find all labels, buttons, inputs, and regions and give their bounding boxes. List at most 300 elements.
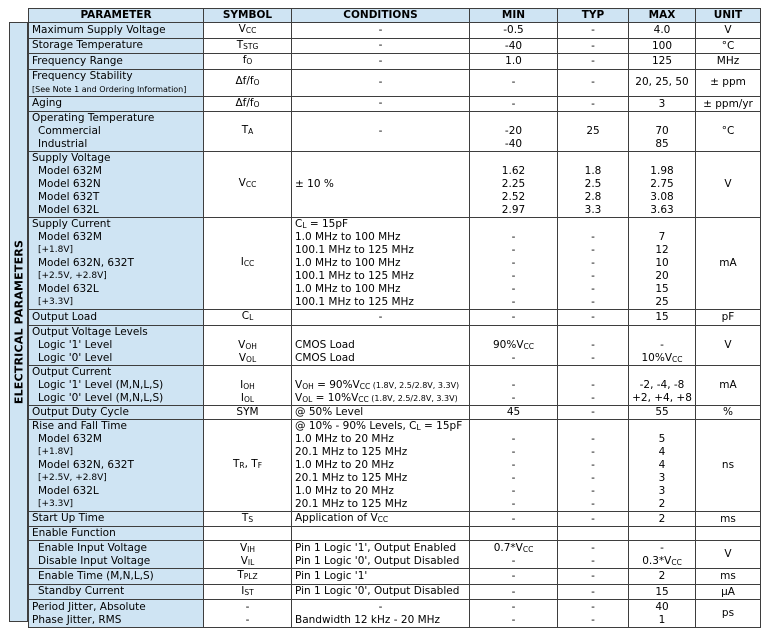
condition-line bbox=[295, 24, 466, 37]
symbol-base: T bbox=[241, 511, 249, 524]
parameter-line: [+2.5V, +2.8V] bbox=[38, 271, 107, 281]
value-line: - bbox=[591, 378, 595, 391]
condition-text: - bbox=[378, 600, 383, 613]
typ-cell bbox=[558, 541, 629, 569]
condition-text: ± 10 % bbox=[295, 178, 334, 190]
value-line bbox=[632, 420, 692, 433]
symbol-subscript: OH bbox=[245, 341, 257, 351]
symbol-base: Δf/f bbox=[235, 96, 254, 109]
symbol-base: V bbox=[238, 23, 246, 35]
symbol-base: I bbox=[240, 378, 244, 391]
parameter-line: [+1.8V] bbox=[38, 446, 74, 457]
symbol-cell bbox=[204, 584, 292, 600]
parameter-line: Model 632M bbox=[38, 432, 102, 445]
symbol-subscript: CC bbox=[245, 180, 257, 190]
unit-cell bbox=[696, 527, 761, 541]
symbol-subscript: R bbox=[239, 460, 245, 470]
condition-line bbox=[295, 270, 466, 283]
parameter-line: Model 632T bbox=[38, 191, 100, 203]
parameter-line: Industrial bbox=[38, 138, 88, 150]
parameter-line: Start Up Time bbox=[32, 512, 105, 525]
symbol-cell bbox=[204, 218, 292, 310]
symbol-subscript: STG bbox=[243, 41, 259, 51]
value-line: - bbox=[591, 338, 595, 351]
conditions-cell bbox=[292, 69, 470, 96]
value-line bbox=[632, 326, 692, 339]
value-line: - bbox=[511, 296, 516, 308]
typ-cell: - bbox=[558, 23, 629, 39]
value-line: 3.3 bbox=[584, 204, 602, 216]
condition-text: C bbox=[295, 218, 303, 230]
value-line bbox=[632, 152, 692, 165]
symbol-cell bbox=[204, 23, 292, 39]
condition-line bbox=[295, 311, 466, 324]
value-line: 2.5 bbox=[584, 178, 602, 190]
parameter-cell bbox=[29, 69, 204, 96]
value-line: - bbox=[591, 542, 595, 554]
header-typ: TYP bbox=[558, 9, 629, 23]
min-cell: - bbox=[470, 584, 558, 600]
value-line: 3.08 bbox=[650, 191, 674, 203]
symbol-line bbox=[207, 555, 288, 568]
value-line bbox=[561, 366, 625, 379]
min-cell: -40 bbox=[470, 38, 558, 54]
symbol-cell bbox=[204, 527, 292, 541]
condition-text: = 15pF bbox=[306, 218, 349, 230]
condition-line bbox=[295, 257, 466, 270]
table-row bbox=[29, 584, 761, 600]
unit-cell: ms bbox=[696, 569, 761, 585]
value-line bbox=[632, 366, 692, 379]
value-line: - bbox=[591, 283, 595, 295]
symbol-base: V bbox=[240, 555, 248, 567]
parameter-cell bbox=[29, 527, 204, 541]
typ-cell: - bbox=[558, 69, 629, 96]
min-cell bbox=[470, 419, 558, 511]
typ-cell bbox=[558, 365, 629, 405]
symbol-cell bbox=[204, 54, 292, 70]
typ-cell: - bbox=[558, 584, 629, 600]
value-line: - bbox=[511, 432, 516, 445]
parameter-cell bbox=[29, 152, 204, 218]
condition-text: Pin 1 Logic '1' bbox=[295, 569, 368, 582]
symbol-cell bbox=[204, 569, 292, 585]
value-line: - bbox=[511, 471, 516, 484]
parameter-cell bbox=[29, 54, 204, 70]
table-header-row bbox=[29, 9, 761, 23]
unit-cell: MHz bbox=[696, 54, 761, 70]
conditions-cell bbox=[292, 112, 470, 152]
condition-text: - bbox=[378, 39, 383, 52]
max-cell: 4.0 bbox=[629, 23, 696, 39]
condition-line bbox=[295, 97, 466, 110]
min-cell bbox=[470, 112, 558, 152]
condition-text: 1.0 MHz to 100 MHz bbox=[295, 283, 401, 295]
condition-subscript: CC bbox=[358, 394, 369, 404]
parameter-line: [+3.3V] bbox=[38, 297, 74, 307]
symbol-base: - bbox=[245, 614, 250, 626]
value-line: - bbox=[511, 244, 516, 256]
max-cell: 2 bbox=[629, 569, 696, 585]
condition-line bbox=[295, 326, 466, 339]
value-subscript: CC bbox=[523, 341, 534, 351]
conditions-cell bbox=[292, 405, 470, 419]
typ-cell: - bbox=[558, 405, 629, 419]
typ-cell bbox=[558, 218, 629, 310]
symbol-cell bbox=[204, 310, 292, 326]
min-cell: - bbox=[470, 96, 558, 112]
typ-cell: - bbox=[558, 310, 629, 326]
parameter-line: [+3.3V] bbox=[38, 498, 74, 509]
max-cell bbox=[629, 527, 696, 541]
value-text: 90%V bbox=[492, 338, 524, 351]
condition-text: Pin 1 Logic '0', Output Disabled bbox=[295, 554, 460, 567]
unit-cell: ± ppm/yr bbox=[696, 96, 761, 112]
symbol-subscript: OL bbox=[246, 354, 257, 364]
symbol-subscript: S bbox=[248, 514, 254, 524]
value-line: - bbox=[591, 270, 595, 282]
parameter-line: [+2.5V, +2.8V] bbox=[38, 472, 107, 483]
value-line: 70 bbox=[655, 125, 669, 137]
condition-text: - bbox=[378, 54, 383, 67]
conditions-cell bbox=[292, 96, 470, 112]
value-line: 5 bbox=[658, 432, 666, 445]
parameter-cell bbox=[29, 325, 204, 365]
typ-cell: - bbox=[558, 96, 629, 112]
unit-cell: % bbox=[696, 405, 761, 419]
typ-cell: - bbox=[558, 569, 629, 585]
parameter-line: Enable Function bbox=[32, 527, 116, 539]
header-symbol: SYMBOL bbox=[204, 9, 292, 23]
table-row bbox=[29, 310, 761, 326]
symbol-subscript: IH bbox=[247, 545, 256, 554]
condition-text: CMOS Load bbox=[295, 338, 355, 351]
condition-subscript: CC bbox=[377, 515, 389, 525]
typ-cell bbox=[558, 419, 629, 511]
min-cell bbox=[470, 600, 558, 628]
max-cell bbox=[629, 218, 696, 310]
symbol-cell bbox=[204, 405, 292, 419]
value-line: 1.8 bbox=[584, 165, 602, 177]
parameter-line: [+1.8V] bbox=[38, 245, 74, 255]
symbol-cell bbox=[204, 600, 292, 628]
value-line: 2.25 bbox=[501, 178, 526, 190]
max-cell: 55 bbox=[629, 405, 696, 419]
value-line: - bbox=[660, 338, 664, 351]
condition-text: = 10%V bbox=[312, 391, 359, 404]
condition-line bbox=[295, 485, 466, 498]
value-line: +2, +4, +8 bbox=[632, 391, 692, 404]
value-line: - bbox=[591, 257, 595, 269]
parameter-line: Logic '1' Level (M,N,L,S) bbox=[38, 378, 164, 391]
parameter-line: Aging bbox=[32, 97, 63, 110]
value-line: 1.62 bbox=[501, 165, 526, 177]
parameter-line: Maximum Supply Voltage bbox=[32, 23, 166, 36]
conditions-cell bbox=[292, 419, 470, 511]
symbol-text: , T bbox=[244, 457, 258, 470]
parameter-line: Enable Input Voltage bbox=[38, 541, 148, 554]
symbol-line bbox=[207, 614, 288, 627]
value-text: 0.3*V bbox=[642, 555, 672, 567]
value-line: 3.63 bbox=[650, 204, 674, 216]
unit-cell: V bbox=[696, 152, 761, 218]
value-line bbox=[473, 366, 554, 379]
typ-cell bbox=[558, 152, 629, 218]
min-cell: - bbox=[470, 569, 558, 585]
symbol-base: SYM bbox=[236, 405, 259, 418]
parameter-line: Supply Current bbox=[32, 218, 111, 230]
parameter-cell bbox=[29, 365, 204, 405]
symbol-base: I bbox=[240, 256, 244, 269]
symbol-subscript: ST bbox=[244, 587, 254, 597]
table-row bbox=[29, 96, 761, 112]
table-row bbox=[29, 365, 761, 405]
value-line: - bbox=[511, 497, 516, 510]
value-line bbox=[561, 326, 625, 339]
condition-text: 1.0 MHz to 100 MHz bbox=[295, 231, 401, 243]
value-line bbox=[632, 352, 692, 365]
symbol-cell bbox=[204, 96, 292, 112]
symbol-cell bbox=[204, 112, 292, 152]
parameter-line: Commercial bbox=[38, 125, 101, 137]
value-line bbox=[473, 326, 554, 339]
parameter-cell bbox=[29, 112, 204, 152]
condition-subscript: OH bbox=[302, 381, 314, 391]
condition-line bbox=[295, 446, 466, 459]
value-line: 20 bbox=[655, 270, 669, 282]
value-line: 10 bbox=[655, 257, 669, 269]
conditions-cell bbox=[292, 600, 470, 628]
value-line bbox=[473, 152, 554, 165]
symbol-cell bbox=[204, 325, 292, 365]
condition-line bbox=[295, 178, 466, 191]
min-cell bbox=[470, 527, 558, 541]
value-line: 15 bbox=[655, 283, 669, 295]
symbol-subscript: OH bbox=[243, 381, 255, 391]
symbol-line bbox=[207, 352, 288, 365]
value-line: - bbox=[511, 458, 516, 471]
condition-line bbox=[295, 379, 466, 392]
condition-line bbox=[295, 76, 466, 89]
condition-line bbox=[295, 601, 466, 614]
typ-cell bbox=[558, 527, 629, 541]
condition-text: Application of V bbox=[295, 512, 378, 525]
value-line: - bbox=[511, 231, 516, 243]
condition-subscript: L bbox=[416, 422, 421, 432]
symbol-base: C bbox=[241, 310, 250, 322]
condition-line bbox=[295, 459, 466, 472]
unit-cell: V bbox=[696, 541, 761, 569]
value-line: -20 bbox=[504, 125, 523, 137]
unit-cell: µA bbox=[696, 584, 761, 600]
value-line: - bbox=[591, 601, 595, 613]
condition-text: = 15pF bbox=[420, 419, 463, 432]
parameter-cell bbox=[29, 541, 204, 569]
symbol-cell bbox=[204, 419, 292, 511]
min-cell bbox=[470, 152, 558, 218]
parameter-cell bbox=[29, 600, 204, 628]
value-line: - bbox=[591, 458, 595, 471]
parameter-cell bbox=[29, 511, 204, 527]
condition-line bbox=[295, 366, 466, 379]
parameter-cell bbox=[29, 405, 204, 419]
min-cell bbox=[470, 218, 558, 310]
condition-text: 1.0 MHz to 100 MHz bbox=[295, 257, 401, 269]
value-line: 2.52 bbox=[501, 191, 526, 203]
condition-line bbox=[295, 244, 466, 257]
min-cell: - bbox=[470, 310, 558, 326]
value-line: 3 bbox=[658, 471, 666, 484]
symbol-subscript: CC bbox=[243, 259, 255, 269]
value-line: - bbox=[511, 555, 516, 567]
value-line: - bbox=[591, 497, 595, 510]
condition-line bbox=[295, 231, 466, 244]
value-line: 7 bbox=[658, 231, 666, 243]
value-line bbox=[632, 218, 692, 231]
parameter-line: Output Load bbox=[32, 310, 97, 323]
table-row bbox=[29, 541, 761, 569]
table-row bbox=[29, 527, 761, 541]
electrical-parameters-table bbox=[28, 8, 761, 628]
symbol-base: I bbox=[240, 391, 244, 404]
condition-text: Bandwidth 12 kHz - 20 MHz bbox=[295, 613, 441, 626]
condition-line bbox=[295, 125, 466, 138]
max-cell bbox=[629, 325, 696, 365]
parameter-cell bbox=[29, 96, 204, 112]
value-line: - bbox=[511, 283, 516, 295]
parameter-cell bbox=[29, 23, 204, 39]
min-cell bbox=[470, 541, 558, 569]
value-line: - bbox=[591, 484, 595, 497]
condition-line bbox=[295, 614, 466, 627]
value-text: 0.7*V bbox=[493, 542, 523, 554]
min-cell bbox=[470, 365, 558, 405]
min-cell: 1.0 bbox=[470, 54, 558, 70]
parameter-line: Standby Current bbox=[38, 585, 125, 598]
conditions-cell bbox=[292, 54, 470, 70]
symbol-base: f bbox=[242, 54, 247, 66]
table-row bbox=[29, 419, 761, 511]
condition-line bbox=[295, 296, 466, 309]
parameter-line: [See Note 1 and Ordering Information] bbox=[32, 84, 187, 94]
conditions-cell bbox=[292, 541, 470, 569]
max-cell: 125 bbox=[629, 54, 696, 70]
max-cell: 15 bbox=[629, 310, 696, 326]
value-line: - bbox=[511, 484, 516, 497]
symbol-cell bbox=[204, 541, 292, 569]
conditions-cell bbox=[292, 23, 470, 39]
min-cell: - bbox=[470, 511, 558, 527]
condition-note: (1.8V, 2.5/2.8V, 3.3V) bbox=[368, 393, 458, 403]
condition-line bbox=[295, 392, 466, 405]
value-line: - bbox=[511, 601, 516, 613]
condition-line bbox=[295, 39, 466, 52]
conditions-cell bbox=[292, 325, 470, 365]
max-cell: 3 bbox=[629, 96, 696, 112]
condition-text: - bbox=[378, 97, 383, 110]
symbol-base: I bbox=[241, 584, 245, 597]
conditions-cell bbox=[292, 511, 470, 527]
max-cell bbox=[629, 541, 696, 569]
value-line: 2.97 bbox=[501, 204, 526, 216]
max-cell: 15 bbox=[629, 584, 696, 600]
parameter-line: Logic '1' Level bbox=[38, 338, 113, 351]
value-line: 2.75 bbox=[650, 178, 674, 190]
value-line: - bbox=[511, 257, 516, 269]
table-row bbox=[29, 405, 761, 419]
value-line bbox=[473, 339, 554, 352]
value-line bbox=[632, 112, 692, 125]
condition-line bbox=[295, 570, 466, 583]
parameter-line: Model 632L bbox=[38, 283, 99, 295]
value-line: - bbox=[511, 614, 516, 626]
table-row bbox=[29, 600, 761, 628]
typ-cell: - bbox=[558, 511, 629, 527]
unit-cell: ns bbox=[696, 419, 761, 511]
symbol-line bbox=[207, 601, 288, 614]
typ-cell bbox=[558, 325, 629, 365]
symbol-base: T bbox=[232, 457, 240, 470]
parameter-line: Disable Input Voltage bbox=[38, 554, 151, 567]
table-row bbox=[29, 218, 761, 310]
symbol-base: T bbox=[241, 124, 249, 137]
symbol-subscript: O bbox=[253, 99, 260, 109]
min-cell: 45 bbox=[470, 405, 558, 419]
condition-line bbox=[295, 555, 466, 568]
value-line: 85 bbox=[655, 138, 669, 150]
value-line bbox=[473, 218, 554, 231]
unit-cell: ± ppm bbox=[696, 69, 761, 96]
value-line: - bbox=[591, 351, 595, 364]
table-row bbox=[29, 69, 761, 96]
condition-line bbox=[295, 512, 466, 525]
table-row bbox=[29, 112, 761, 152]
unit-cell: pF bbox=[696, 310, 761, 326]
value-line: - bbox=[511, 378, 516, 391]
condition-line bbox=[295, 406, 466, 419]
typ-cell: - bbox=[558, 38, 629, 54]
condition-text: 100.1 MHz to 125 MHz bbox=[295, 296, 414, 308]
condition-line bbox=[295, 542, 466, 555]
condition-text: V bbox=[295, 391, 303, 404]
condition-line bbox=[295, 55, 466, 68]
symbol-cell bbox=[204, 365, 292, 405]
symbol-base: V bbox=[238, 338, 246, 351]
header-min: MIN bbox=[470, 9, 558, 23]
condition-text: CMOS Load bbox=[295, 351, 355, 364]
unit-cell: °C bbox=[696, 38, 761, 54]
condition-text: 1.0 MHz to 20 MHz bbox=[295, 484, 394, 497]
value-line bbox=[473, 420, 554, 433]
parameter-cell bbox=[29, 584, 204, 600]
condition-note: (1.8V, 2.5/2.8V, 3.3V) bbox=[370, 380, 460, 390]
symbol-line bbox=[207, 542, 288, 555]
parameter-line: Frequency Stability bbox=[32, 69, 133, 82]
parameter-line: Logic '0' Level bbox=[38, 351, 113, 364]
symbol-subscript: OL bbox=[244, 394, 255, 404]
unit-cell: V bbox=[696, 325, 761, 365]
parameter-line: Model 632N, 632T bbox=[38, 458, 134, 471]
symbol-base: T bbox=[237, 569, 244, 581]
symbol-cell bbox=[204, 152, 292, 218]
condition-text: - bbox=[378, 76, 383, 88]
symbol-line bbox=[207, 339, 288, 352]
header-parameter: PARAMETER bbox=[29, 9, 204, 23]
value-line: 25 bbox=[655, 296, 669, 308]
header-conditions: CONDITIONS bbox=[292, 9, 470, 23]
parameter-cell bbox=[29, 310, 204, 326]
condition-text: - bbox=[378, 310, 383, 323]
